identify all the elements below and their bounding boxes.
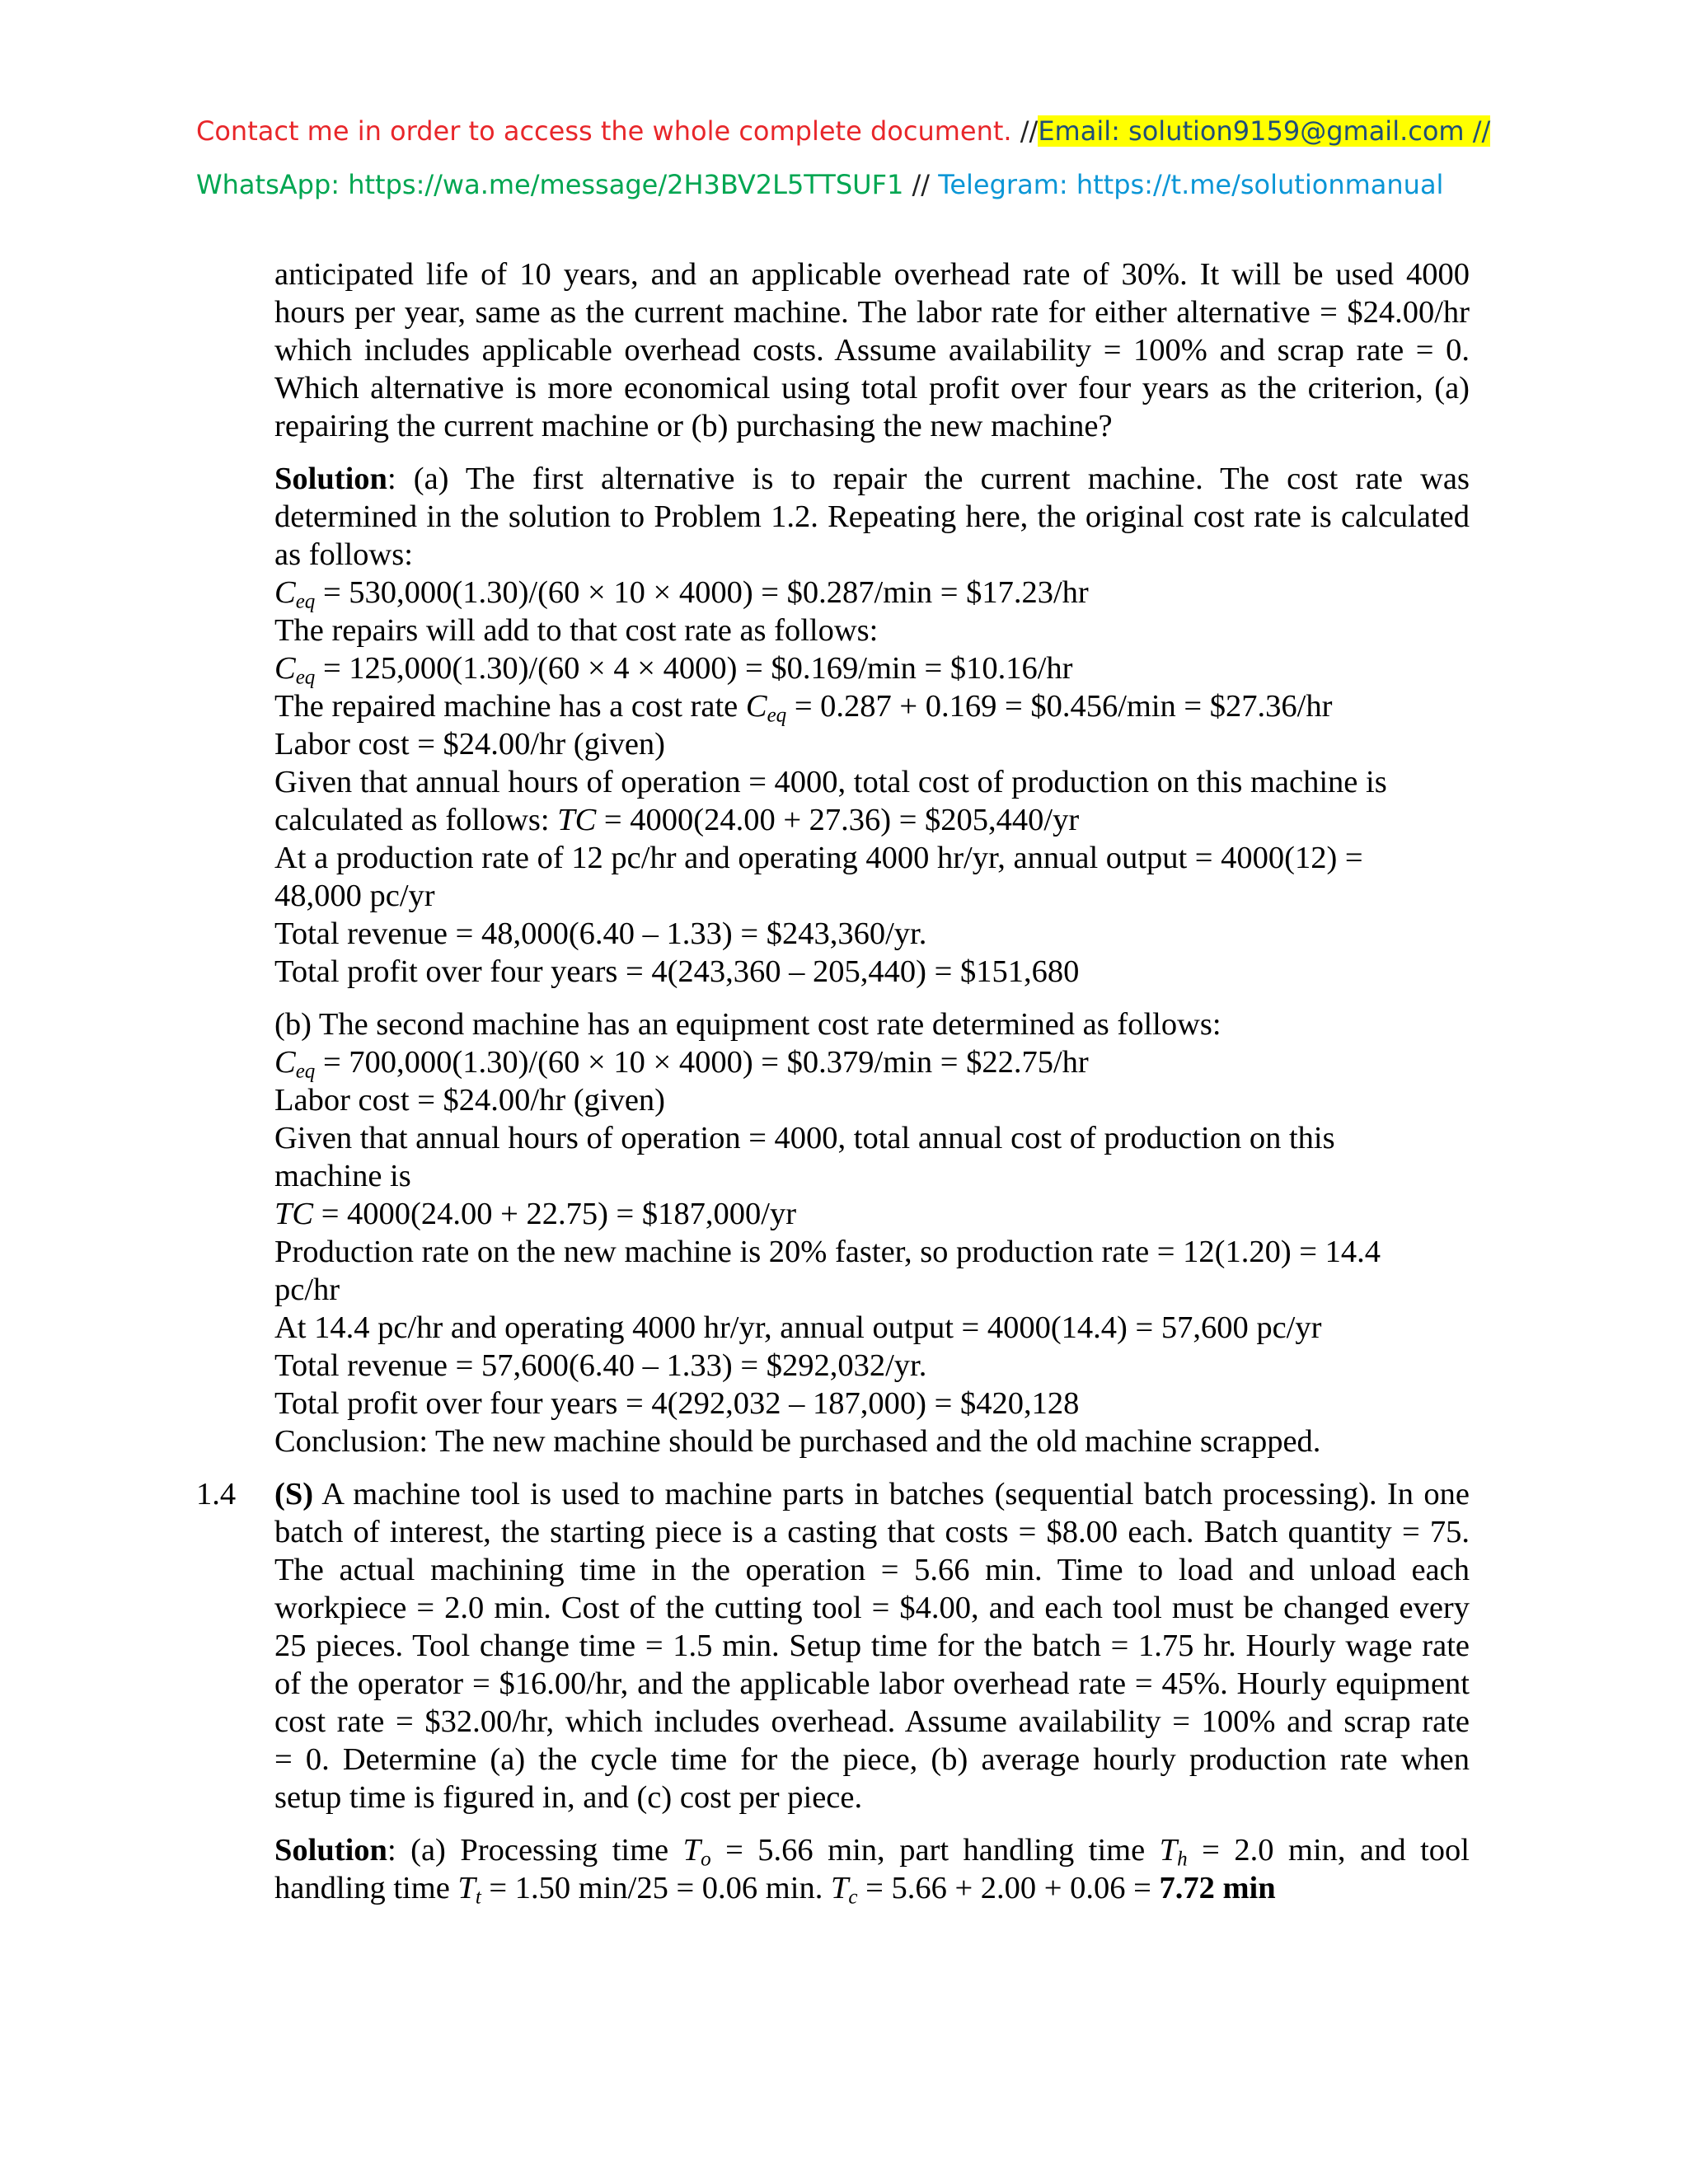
text-line: Given that annual hours of operation = 4000, total annual cost of production on this xyxy=(274,1121,1335,1155)
text-line: calculated as follows: TC = 4000(24.00 + 27.36) = $205,440/yr xyxy=(274,803,1080,837)
text-line: Labor cost = $24.00/hr (given) xyxy=(274,727,665,762)
cycle-time-answer: 7.72 min xyxy=(1159,1871,1276,1905)
document-body xyxy=(274,255,1470,1907)
text-line: Total revenue = 48,000(6.40 – 1.33) = $243,360/yr. xyxy=(274,916,927,951)
text-line: = 0. Determine (a) the cycle time for the piece, (b) average hourly production rate when xyxy=(274,1742,1470,1777)
text-line: handling time $T_t = 1.50$ min/25 = 0.06 min. $T_c = 5.66 + 2.00 + 0.06 = 7.72$ min xyxy=(274,1871,1276,1909)
text-line: The repaired machine has a cost rate $C_{eq} = 0.287 + 0.169$ = $0.456/min = $27.36/hr xyxy=(274,689,1333,727)
text-line: anticipated life of 10 years, and an applicable overhead rate of 30%. It will be used 4000 xyxy=(274,257,1470,292)
text-line: setup time is figured in, and (c) cost per piece. xyxy=(274,1780,863,1815)
header-separator: // xyxy=(903,169,939,200)
problem-intro-paragraph xyxy=(274,255,1470,445)
solution-b-paragraph xyxy=(274,1005,1470,1460)
text-line: as follows: xyxy=(274,537,413,572)
text-line: Given that annual hours of operation = 4000, total cost of production on this machine is xyxy=(274,765,1387,799)
text-line: Total revenue = 57,600(6.40 – 1.33) = $292,032/yr. xyxy=(274,1348,927,1383)
text-line: 48,000 pc/yr xyxy=(274,879,435,913)
formula-line: $C_{eq} = 530,000(1.30)/(60 \times 10 \times 4000)$ = $0.287/min = $17.23/hr xyxy=(274,575,1089,613)
text-line: Total profit over four years = 4(243,360 – 205,440) = $151,680 xyxy=(274,954,1080,989)
contact-text: Contact me in order to access the whole complete document. xyxy=(196,115,1012,147)
header-contact-line xyxy=(196,115,1490,147)
problem-tag: (S) xyxy=(274,1477,314,1511)
text-line: (b) The second machine has an equipment cost rate determined as follows: xyxy=(274,1007,1221,1042)
formula-line: $C_{eq} = 125,000(1.30)/(60 \times 4 \times 4000)$ = $0.169/min = $10.16/hr xyxy=(274,651,1073,689)
solution-label: Solution xyxy=(274,1833,387,1868)
solution-a-paragraph xyxy=(274,460,1470,991)
problem-number: 1.4 xyxy=(196,1477,237,1511)
text-line: hours per year, same as the current machine. The labor rate for either alternative = $24.00/hr xyxy=(274,295,1470,330)
formula-line: TC = 4000(24.00 + 22.75) = $187,000/yr xyxy=(274,1197,797,1231)
text-line: The repairs will add to that cost rate as follows: xyxy=(274,613,879,648)
text-line: cost rate = $32.00/hr, which includes overhead. Assume availability = 100% and scrap rate xyxy=(274,1704,1470,1739)
text-line: Production rate on the new machine is 20% faster, so production rate = 12(1.20) = 14.4 xyxy=(274,1235,1381,1269)
text-line: Solution: (a) The first alternative is to repair the current machine. The cost rate was xyxy=(274,462,1470,496)
text-line: determined in the solution to Problem 1.2. Repeating here, the original cost rate is calculated xyxy=(274,499,1470,534)
text-line: At a production rate of 12 pc/hr and operating 4000 hr/yr, annual output = 4000(12) = xyxy=(274,841,1363,875)
text-line: 25 pieces. Tool change time = 1.5 min. Setup time for the batch = 1.75 hr. Hourly wage rate xyxy=(274,1629,1470,1663)
whatsapp-link[interactable]: WhatsApp: https://wa.me/message/2H3BV2L5TTSUF1 xyxy=(196,169,904,200)
formula-line: $C_{eq} = 700,000(1.30)/(60 \times 10 \times 4000)$ = $0.379/min = $22.75/hr xyxy=(274,1045,1089,1083)
text-line: Solution: (a) Processing time $T_o = 5.66$ min, part handling time $T_h = 2.0$ min, and tool xyxy=(274,1833,1470,1871)
header-separator: // xyxy=(1011,115,1039,147)
solution-1-4-paragraph xyxy=(274,1831,1470,1907)
problem-1-4-paragraph xyxy=(274,1475,1470,1816)
text-line: Conclusion: The new machine should be purchased and the old machine scrapped. xyxy=(274,1424,1321,1459)
email-link[interactable]: Email: solution9159@gmail.com // xyxy=(1038,115,1491,147)
telegram-link[interactable]: Telegram: https://t.me/solutionmanual xyxy=(938,169,1444,200)
text-line: pc/hr xyxy=(274,1272,340,1307)
text-line: machine is xyxy=(274,1159,411,1193)
solution-label: Solution xyxy=(274,462,387,496)
text-line: Total profit over four years = 4(292,032 – 187,000) = $420,128 xyxy=(274,1386,1080,1421)
text-line: of the operator = $16.00/hr, and the applicable labor overhead rate = 45%. Hourly equipment xyxy=(274,1666,1470,1701)
text-line: which includes applicable overhead costs. Assume availability = 100% and scrap rate = 0. xyxy=(274,333,1470,368)
text-line: batch of interest, the starting piece is a casting that costs = $8.00 each. Batch quantity = 75. xyxy=(274,1515,1470,1549)
text-line: repairing the current machine or (b) purchasing the new machine? xyxy=(274,409,1113,443)
text-line: Which alternative is more economical using total profit over four years as the criterion, (a) xyxy=(274,371,1470,405)
text-line: Labor cost = $24.00/hr (given) xyxy=(274,1083,665,1118)
text-line: At 14.4 pc/hr and operating 4000 hr/yr, annual output = 4000(14.4) = 57,600 pc/yr xyxy=(274,1310,1322,1345)
text-line: (S) A machine tool is used to machine parts in batches (sequential batch processing). In one xyxy=(274,1477,1470,1511)
text-line: workpiece = 2.0 min. Cost of the cutting tool = $4.00, and each tool must be changed every xyxy=(274,1591,1470,1625)
header-links-line xyxy=(196,169,1443,200)
text-line: The actual machining time in the operation = 5.66 min. Time to load and unload each xyxy=(274,1553,1470,1587)
